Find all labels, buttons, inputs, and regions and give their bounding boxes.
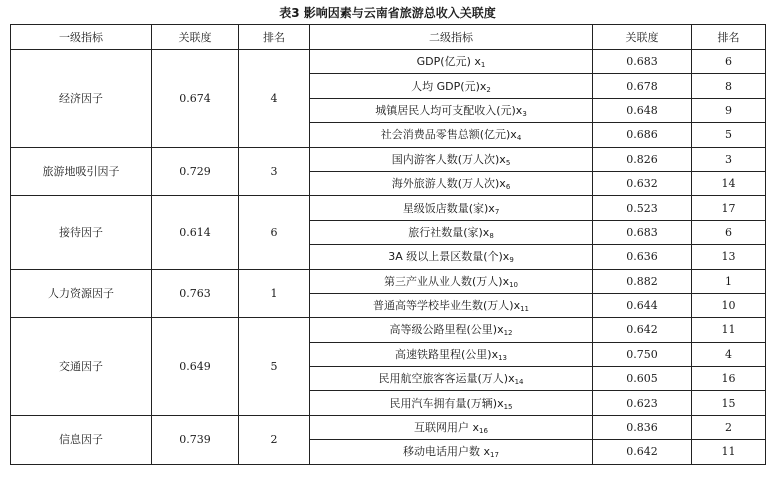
primary-relevance-cell: 0.674	[152, 50, 239, 148]
secondary-indicator-label: 旅行社数量(家)x	[408, 225, 490, 239]
variable-subscript: 12	[503, 329, 513, 338]
secondary-indicator-cell	[310, 415, 593, 439]
secondary-rank-cell: 6	[692, 50, 766, 74]
table-title: 表3 影响因素与云南省旅游总收入关联度	[279, 6, 496, 20]
secondary-indicator-cell	[310, 147, 593, 171]
secondary-indicator-cell	[310, 74, 593, 98]
secondary-relevance-cell: 0.623	[593, 391, 692, 415]
secondary-indicator-cell	[310, 318, 593, 342]
primary-indicator-cell: 经济因子	[11, 50, 152, 148]
secondary-indicator-cell	[310, 391, 593, 415]
secondary-relevance-cell: 0.642	[593, 318, 692, 342]
secondary-rank-cell: 11	[692, 318, 766, 342]
secondary-indicator-cell	[310, 367, 593, 391]
variable-subscript: 4	[516, 134, 522, 143]
variable-subscript: 8	[489, 231, 494, 240]
primary-indicator-cell: 旅游地吸引因子	[11, 147, 152, 196]
secondary-indicator-cell	[310, 245, 593, 269]
secondary-rank-cell: 16	[692, 367, 766, 391]
primary-rank-cell: 3	[239, 147, 310, 196]
secondary-rank-cell: 10	[692, 293, 766, 317]
table-row	[11, 269, 766, 293]
variable-subscript: 15	[503, 402, 513, 411]
secondary-indicator-label: 移动电话用户数 x	[403, 445, 491, 459]
table-row	[11, 415, 766, 439]
secondary-rank-cell: 5	[692, 123, 766, 147]
secondary-rank-cell: 4	[692, 342, 766, 366]
secondary-rank-cell: 13	[692, 245, 766, 269]
secondary-relevance-cell: 0.750	[593, 342, 692, 366]
secondary-relevance-cell: 0.882	[593, 269, 692, 293]
variable-subscript: 7	[494, 207, 500, 216]
secondary-relevance-cell: 0.686	[593, 123, 692, 147]
header-secondary-rank: 排名	[692, 25, 766, 50]
primary-relevance-cell: 0.729	[152, 147, 239, 196]
secondary-indicator-cell	[310, 440, 593, 464]
header-primary-relevance: 关联度	[152, 25, 239, 50]
secondary-relevance-cell: 0.648	[593, 98, 692, 122]
variable-subscript: 16	[479, 427, 488, 436]
secondary-rank-cell: 6	[692, 220, 766, 244]
variable-subscript: 10	[509, 280, 518, 289]
secondary-indicator-cell	[310, 342, 593, 366]
secondary-indicator-label: 高速铁路里程(公里)x	[394, 347, 499, 361]
table-row	[11, 50, 766, 74]
primary-relevance-cell: 0.739	[152, 415, 239, 464]
header-primary-rank: 排名	[239, 25, 310, 50]
secondary-indicator-label: 高等级公路里程(公里)x	[389, 323, 504, 337]
secondary-rank-cell: 1	[692, 269, 766, 293]
secondary-indicator-label: 民用航空旅客客运量(万人)x	[378, 372, 515, 386]
secondary-indicator-cell	[310, 293, 593, 317]
secondary-indicator-label: 社会消费品零售总额(亿元)x	[380, 128, 517, 142]
primary-rank-cell: 5	[239, 318, 310, 416]
secondary-relevance-cell: 0.644	[593, 293, 692, 317]
table-row	[11, 196, 766, 220]
secondary-indicator-cell	[310, 220, 593, 244]
variable-subscript: 5	[505, 158, 511, 167]
variable-subscript: 11	[520, 305, 529, 314]
primary-rank-cell: 1	[239, 269, 310, 318]
secondary-relevance-cell: 0.826	[593, 147, 692, 171]
secondary-indicator-label: GDP(亿元) x	[416, 55, 481, 69]
secondary-indicator-label: 国内游客人数(万人次)x	[391, 152, 506, 166]
secondary-indicator-label: 城镇居民人均可支配收入(元)x	[375, 103, 523, 117]
secondary-rank-cell: 14	[692, 171, 766, 195]
primary-indicator-cell: 交通因子	[11, 318, 152, 416]
primary-indicator-cell: 接待因子	[11, 196, 152, 269]
secondary-relevance-cell: 0.683	[593, 50, 692, 74]
primary-indicator-cell: 信息因子	[11, 415, 152, 464]
table-row	[11, 147, 766, 171]
secondary-rank-cell: 11	[692, 440, 766, 464]
primary-rank-cell: 2	[239, 415, 310, 464]
variable-subscript: 3	[522, 109, 527, 118]
variable-subscript: 17	[490, 451, 499, 460]
header-primary-indicator: 一级指标	[11, 25, 152, 50]
variable-subscript: 2	[486, 85, 491, 94]
secondary-relevance-cell: 0.683	[593, 220, 692, 244]
secondary-indicator-label: 普通高等学校毕业生数(万人)x	[372, 299, 521, 313]
secondary-indicator-label: 人均 GDP(元)x	[411, 79, 487, 93]
secondary-indicator-cell	[310, 196, 593, 220]
variable-subscript: 13	[498, 353, 507, 362]
secondary-relevance-cell: 0.632	[593, 171, 692, 195]
relevance-table	[10, 24, 766, 465]
secondary-indicator-label: 3A 级以上景区数量(个)x	[388, 250, 510, 264]
secondary-relevance-cell: 0.523	[593, 196, 692, 220]
primary-rank-cell: 4	[239, 50, 310, 148]
table-body	[11, 50, 766, 465]
secondary-indicator-label: 民用汽车拥有量(万辆)x	[389, 396, 504, 410]
primary-relevance-cell: 0.614	[152, 196, 239, 269]
secondary-rank-cell: 17	[692, 196, 766, 220]
secondary-relevance-cell: 0.636	[593, 245, 692, 269]
secondary-indicator-cell	[310, 98, 593, 122]
secondary-indicator-cell	[310, 269, 593, 293]
secondary-indicator-label: 星级饭店数量(家)x	[402, 201, 495, 215]
secondary-rank-cell: 2	[692, 415, 766, 439]
header-secondary-relevance: 关联度	[593, 25, 692, 50]
secondary-indicator-label: 第三产业从业人数(万人)x	[383, 274, 510, 288]
variable-subscript: 14	[514, 378, 524, 387]
primary-relevance-cell: 0.649	[152, 318, 239, 416]
primary-indicator-cell: 人力资源因子	[11, 269, 152, 318]
variable-subscript: 1	[480, 61, 486, 70]
header-secondary-indicator: 二级指标	[310, 25, 593, 50]
secondary-rank-cell: 8	[692, 74, 766, 98]
secondary-indicator-cell	[310, 171, 593, 195]
secondary-indicator-cell	[310, 123, 593, 147]
secondary-indicator-label: 海外旅游人数(万人次)x	[391, 177, 506, 191]
secondary-rank-cell: 9	[692, 98, 766, 122]
secondary-relevance-cell: 0.678	[593, 74, 692, 98]
variable-subscript: 6	[505, 183, 511, 192]
secondary-relevance-cell: 0.605	[593, 367, 692, 391]
primary-rank-cell: 6	[239, 196, 310, 269]
secondary-indicator-cell	[310, 50, 593, 74]
header-row	[11, 25, 766, 50]
secondary-relevance-cell: 0.836	[593, 415, 692, 439]
secondary-relevance-cell: 0.642	[593, 440, 692, 464]
variable-subscript: 9	[509, 256, 514, 265]
secondary-rank-cell: 3	[692, 147, 766, 171]
primary-relevance-cell: 0.763	[152, 269, 239, 318]
table-row	[11, 318, 766, 342]
secondary-rank-cell: 15	[692, 391, 766, 415]
secondary-indicator-label: 互联网用户 x	[414, 421, 480, 435]
